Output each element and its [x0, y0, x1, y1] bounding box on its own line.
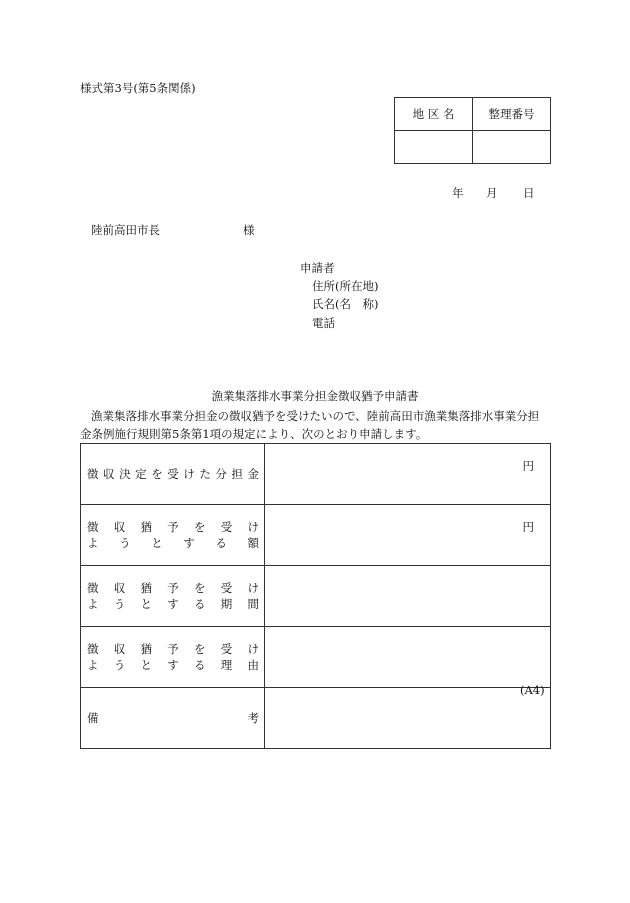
label-char: す	[183, 536, 195, 550]
label-char: 予	[167, 642, 179, 656]
application-table	[80, 443, 551, 749]
district-header: 地 区 名	[395, 98, 473, 131]
label-char: 猶	[140, 581, 152, 595]
date-day: 日	[523, 186, 535, 200]
label-char: す	[167, 658, 179, 672]
row-label-deferment-reason	[81, 627, 265, 688]
row-label-line	[87, 466, 259, 482]
row-value-deferment-reason[interactable]	[265, 627, 551, 688]
addressee-honorific: 様	[243, 223, 255, 237]
date-month: 月	[486, 186, 498, 200]
label-char: 額	[247, 536, 259, 550]
table-row-assessed-contribution	[81, 444, 551, 505]
reference-table	[394, 97, 551, 164]
applicant-phone-label: 電話	[312, 316, 335, 330]
applicant-heading: 申請者	[300, 261, 335, 275]
label-char: け	[247, 520, 259, 534]
label-char: る	[194, 658, 206, 672]
label-char: 徴	[87, 581, 99, 595]
label-char: 受	[220, 581, 233, 595]
label-char: 収	[113, 642, 126, 656]
label-char: 備	[87, 711, 99, 725]
row-label-deferment-period	[81, 566, 265, 627]
label-char: 徴	[87, 520, 99, 534]
row-label-line	[87, 596, 259, 612]
label-char: よ	[87, 658, 99, 672]
table-row-remarks	[81, 688, 551, 749]
label-char: 猶	[140, 642, 152, 656]
label-char: 分	[215, 467, 227, 481]
table-row-deferment-amount	[81, 505, 551, 566]
label-char: 収	[103, 467, 115, 481]
serial-number-header: 整理番号	[473, 98, 551, 131]
document-title: 漁業集落排水事業分担金徴収猶予申請書	[211, 389, 419, 403]
row-value-assessed-contribution[interactable]	[265, 444, 551, 505]
unit-yen: 円	[522, 520, 534, 534]
label-char: 収	[113, 581, 126, 595]
label-char: を	[194, 520, 206, 534]
label-char: 猶	[140, 520, 152, 534]
label-char: け	[183, 467, 195, 481]
paper-size-note: (A4)	[520, 683, 545, 697]
row-label-line	[87, 657, 259, 673]
label-char: け	[247, 642, 259, 656]
label-char: 受	[220, 642, 233, 656]
label-char: と	[151, 536, 163, 550]
applicant-name-label: 氏名(名 称)	[312, 297, 379, 311]
label-char: よ	[87, 597, 99, 611]
label-char: 決	[119, 467, 131, 481]
label-char: 理	[220, 658, 233, 672]
row-label-line	[87, 580, 259, 596]
label-char: 定	[135, 467, 147, 481]
serial-number-value[interactable]	[473, 131, 551, 164]
label-char: う	[113, 658, 126, 672]
label-char: け	[247, 581, 259, 595]
row-value-deferment-amount[interactable]	[265, 505, 551, 566]
label-char: と	[140, 658, 152, 672]
table-row-deferment-reason	[81, 627, 551, 688]
label-char: 間	[247, 597, 259, 611]
label-char: 由	[247, 658, 259, 672]
body-text-line-1: 漁業集落排水事業分担金の徴収猶予を受けたいので、陸前高田市漁業集落排水事業分担	[91, 409, 540, 423]
label-char: る	[215, 536, 227, 550]
row-label-deferment-amount	[81, 505, 265, 566]
row-label-assessed-contribution	[81, 444, 265, 505]
label-char: 担	[231, 467, 243, 481]
row-label-line	[87, 710, 259, 726]
label-char: る	[194, 597, 206, 611]
addressee-name: 陸前高田市長	[91, 223, 160, 237]
label-char: す	[167, 597, 179, 611]
label-char: 受	[220, 520, 233, 534]
row-label-line	[87, 641, 259, 657]
row-value-deferment-period[interactable]	[265, 566, 551, 627]
label-char: と	[140, 597, 152, 611]
label-char: 考	[247, 711, 259, 725]
unit-yen: 円	[522, 459, 534, 473]
label-char: う	[119, 536, 131, 550]
form-number: 様式第3号(第5条関係)	[80, 81, 196, 95]
label-char: を	[194, 642, 206, 656]
label-char: う	[113, 597, 126, 611]
row-label-line	[87, 535, 259, 551]
label-char: 予	[167, 520, 179, 534]
label-char: 徴	[87, 642, 99, 656]
row-label-remarks	[81, 688, 265, 749]
label-char: た	[199, 467, 211, 481]
date-year: 年	[452, 186, 464, 200]
table-row-deferment-period	[81, 566, 551, 627]
label-char: 期	[220, 597, 233, 611]
label-char: を	[194, 581, 206, 595]
label-char: 徴	[87, 467, 99, 481]
label-char: 予	[167, 581, 179, 595]
row-label-line	[87, 519, 259, 535]
label-char: を	[151, 467, 163, 481]
body-text-line-2: 金条例施行規則第5条第1項の規定により、次のとおり申請します。	[80, 427, 428, 441]
row-value-remarks[interactable]	[265, 688, 551, 749]
label-char: よ	[87, 536, 99, 550]
label-char: 収	[113, 520, 126, 534]
applicant-address-label: 住所(所在地)	[312, 279, 379, 293]
label-char: 受	[167, 467, 179, 481]
label-char: 金	[247, 467, 259, 481]
district-value[interactable]	[395, 131, 473, 164]
